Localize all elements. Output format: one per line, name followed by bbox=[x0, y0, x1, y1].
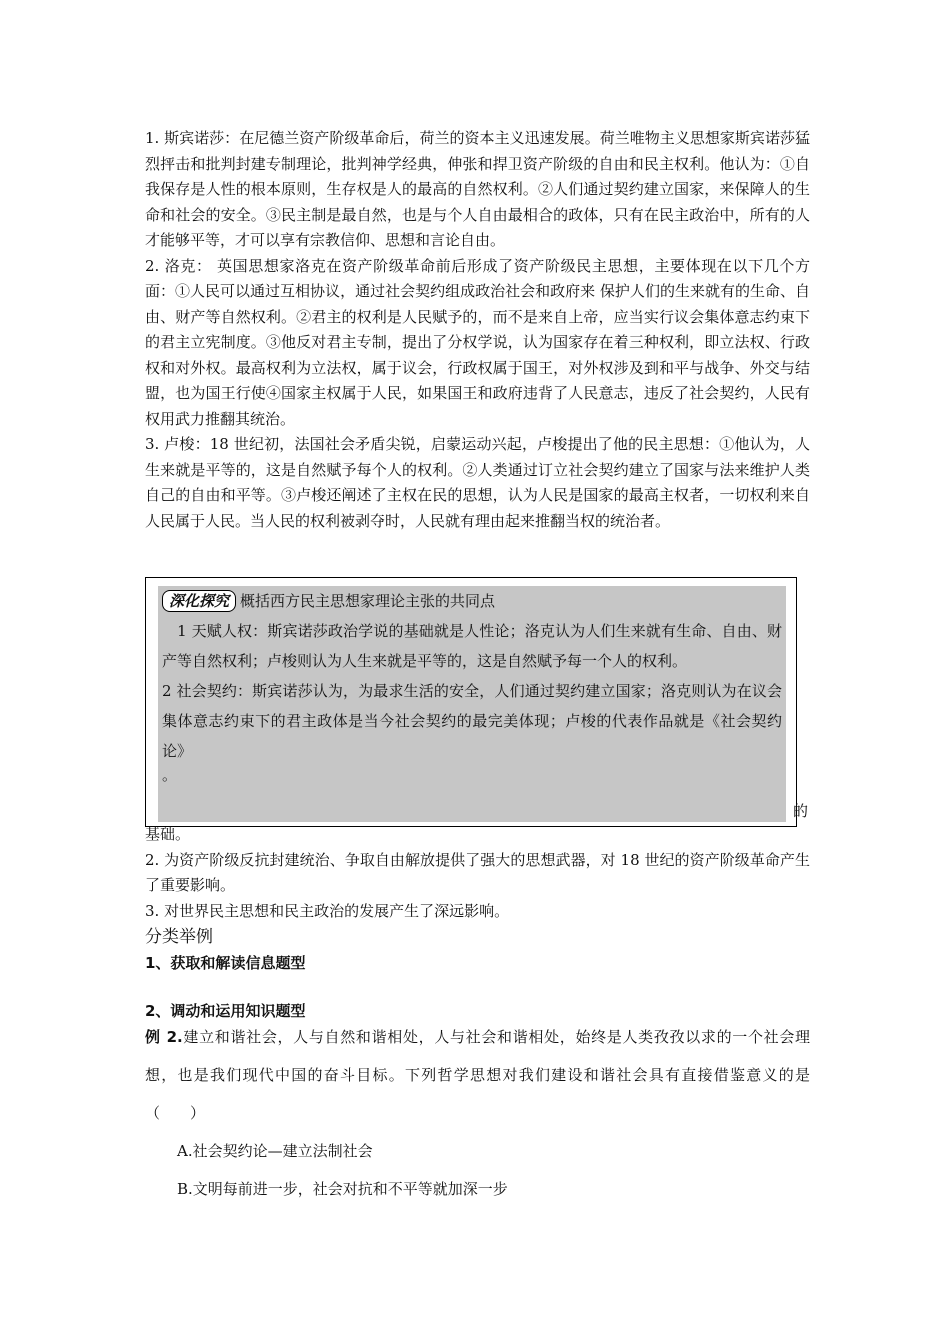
after-line-1: 基础。 bbox=[145, 825, 191, 843]
option-a: A.社会契约论—建立法制社会 bbox=[177, 1142, 373, 1160]
after-line-3: 3. 对世界民主思想和民主政治的发展产生了深远影响。 bbox=[145, 901, 510, 920]
paragraph-locke: 2. 洛克： 英国思想家洛克在资产阶级革命前后形成了资产阶级民主思想，主要体现在以下几个方面：①人民可以通过互相协议，通过社会契约组成政治社会和政府来 保护人们的生来就有的生命、自由、财产等自然权利。②君主的权利是人民赋予的，而不是来自上帝，应当实行议会集体意志约束下的君主立宪制度。③他反对君主专制，提出了分权学说，认为国家存在着三种权利，即立法权、行政权和对外权。最高权利为立法权，属于议会，行政权属于国王，对外权涉及到和平与战争、外交与结盟，也为国王行使④国家主权属于人民，如果国王和政府违背了人民意志，违反了社会契约，人民有权用武力推翻其统治。 bbox=[145, 256, 810, 428]
deep-exploration-box bbox=[145, 577, 808, 827]
example-label: 例 2. bbox=[145, 1028, 183, 1046]
example-text: 建立和谐社会，人与自然和谐相处，人与社会和谐相处，始终是人类孜孜以求的一个社会理想，也是我们现代中国的奋斗目标。下列哲学思想对我们建设和谐社会具有直接借鉴意义的是（ ） bbox=[145, 1028, 811, 1122]
option-b: B.文明每前进一步，社会对抗和不平等就加深一步 bbox=[177, 1180, 508, 1198]
box-point-natural-rights: 1 天赋人权：斯宾诺莎政治学说的基础就是人性论；洛克认为人们生来就有生命、自由、财产等自然权利；卢梭则认为人生来就是平等的，这是自然赋予每一个人的权利。 bbox=[162, 622, 782, 670]
paragraph-rousseau: 3. 卢梭：18 世纪初，法国社会矛盾尖锐，启蒙运动兴起，卢梭提出了他的民主思想：①他认为，人生来就是平等的，这是自然赋予每个人的权利。②人类通过订立社会契约建立了国家与法来维护人类自己的自由和平等。③卢梭还阐述了主权在民的思想，认为人民是国家的最高主权者，一切权利来自人民属于人民。当人民的权利被剥夺时，人民就有理由起来推翻当权的统治者。 bbox=[145, 435, 810, 530]
shaded-answer-area bbox=[158, 586, 786, 822]
after-box-section bbox=[145, 822, 810, 1208]
section-heading: 分类举例 bbox=[145, 927, 213, 947]
box-title-line bbox=[158, 586, 786, 616]
box-title: 概括西方民主思想家理论主张的共同点 bbox=[240, 592, 496, 610]
hidden-text-fragment: 的 bbox=[792, 802, 808, 820]
after-line-2: 2. 为资产阶级反抗封建统治、争取自由解放提供了强大的思想武器，对 18 世纪的资产阶级革命产生了重要影响。 bbox=[145, 850, 810, 894]
subheading-1: 1、获取和解读信息题型 bbox=[145, 954, 306, 972]
example-question bbox=[145, 1018, 810, 1132]
deep-exploration-badge: 深化探究 bbox=[162, 590, 236, 612]
box-dot: 。 bbox=[162, 766, 178, 784]
box-point-social-contract: 2 社会契约：斯宾诺莎认为，为最求生活的安全，人们通过契约建立国家；洛克则认为在议会集体意志约束下的君主政体是当今社会契约的最完美体现；卢梭的代表作品就是《社会契约论》 bbox=[162, 682, 782, 760]
document-body bbox=[145, 126, 810, 534]
paragraph-spinoza: 1. 斯宾诺莎：在尼德兰资产阶级革命后，荷兰的资本主义迅速发展。荷兰唯物主义思想家斯宾诺莎猛烈抨击和批判封建专制理论，批判神学经典，伸张和捍卫资产阶级的自由和民主权利。他认为：①自我保存是人性的根本原则，生存权是人的最高的自然权利。②人们通过契约建立国家，来保障人的生命和社会的安全。③民主制是最自然，也是与个人自由最相合的政体，只有在民主政治中，所有的人才能够平等，才可以享有宗教信仰、思想和言论自由。 bbox=[145, 129, 810, 249]
subheading-2: 2、调动和运用知识题型 bbox=[145, 1002, 306, 1020]
